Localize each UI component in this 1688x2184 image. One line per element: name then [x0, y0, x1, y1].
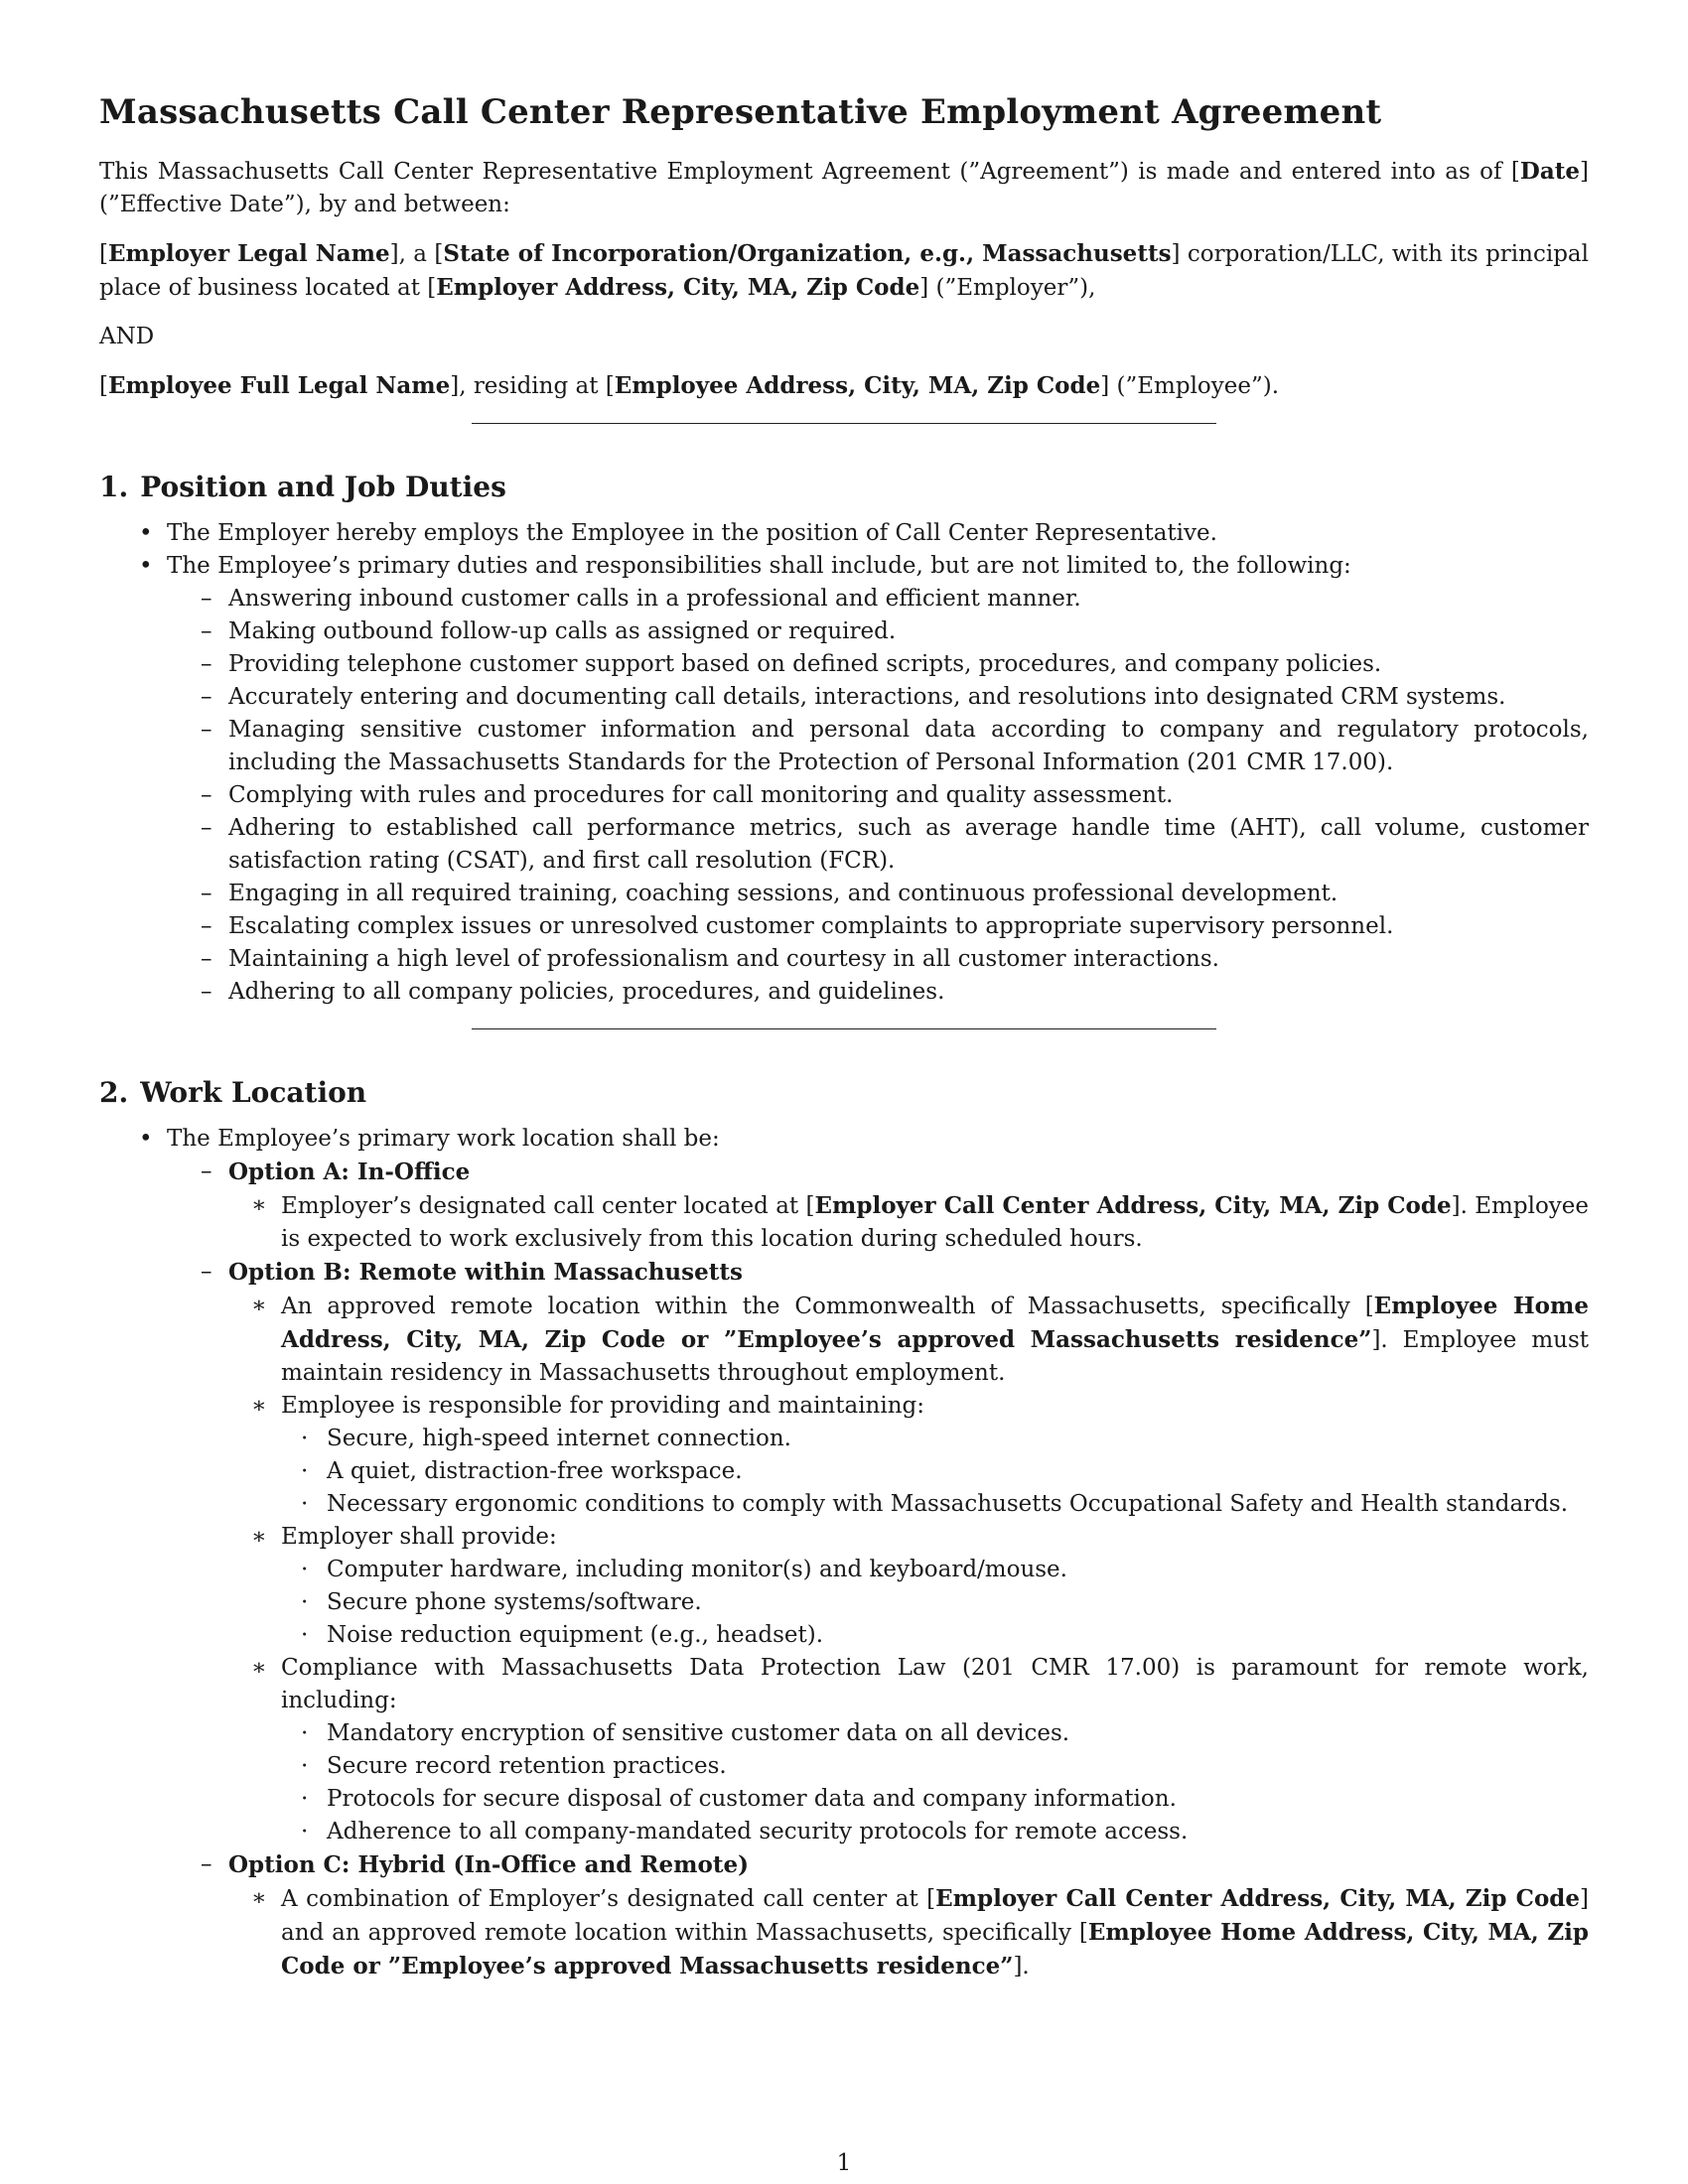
sub-item: · Secure, high-speed internet connection. — [99, 1423, 1589, 1455]
duty-item: – Accurately entering and documenting call details, interactions, and resolutions into designated CRM systems. — [99, 681, 1589, 714]
option-b — [99, 1256, 1589, 1848]
bracket: [ — [99, 373, 108, 399]
option-a — [99, 1156, 1589, 1256]
options-list — [167, 1156, 1589, 1983]
work-location-list — [99, 1123, 1589, 1983]
intro-text: This Massachusetts Call Center Representative Employment Agreement (”Agreement”) is made and entered into as of [ — [99, 159, 1520, 185]
sub-item: · Mandatory encryption of sensitive customer data on all devices. — [99, 1717, 1589, 1750]
duty-item: – Escalating complex issues or unresolved customer complaints to appropriate supervisory personnel. — [99, 910, 1589, 943]
intro-text: ] corporation/LLC, with its principal place of business located at [ — [99, 241, 1589, 301]
option-a-details — [228, 1189, 1589, 1256]
call-center-address-placeholder: Employer Call Center Address, City, MA, Zip Code — [814, 1192, 1452, 1219]
state-placeholder: State of Incorporation/Organization, e.g., Massachusetts — [443, 240, 1172, 267]
section-heading-work-location — [99, 1075, 1589, 1111]
section-title: Position and Job Duties — [140, 471, 506, 503]
duty-item: – Adhering to established call performance metrics, such as average handle time (AHT), call volume, customer satisfaction rating (CSAT), and first call resolution (FCR). — [99, 812, 1589, 878]
detail-text: Employer’s designated call center located at [ — [281, 1193, 815, 1219]
call-center-address-placeholder: Employer Call Center Address, City, MA, Zip Code — [935, 1885, 1581, 1912]
list-item-text: The Employee’s primary duties and responsibilities shall include, but are not limited to, the following: — [167, 553, 1351, 579]
position-list — [99, 517, 1589, 1009]
employee-responsibilities — [281, 1423, 1589, 1521]
detail-text: ]. Employee must maintain residency in Massachusetts throughout employment. — [281, 1327, 1590, 1386]
duty-item: – Providing telephone customer support based on defined scripts, procedures, and company policies. — [99, 648, 1589, 681]
detail-text: ] and an approved remote location within Massachusetts, specifically [ — [281, 1886, 1589, 1946]
option-label: Option B: Remote within Massachusetts — [228, 1259, 743, 1286]
section-number: 1. — [99, 471, 129, 503]
option-c — [99, 1848, 1589, 1983]
document-page — [99, 77, 1589, 1983]
list-item — [99, 550, 1589, 1009]
and-line: AND — [99, 324, 155, 349]
intro-text: ] (”Effective Date”), by and between: — [99, 159, 1589, 217]
duty-item: – Answering inbound customer calls in a professional and efficient manner. — [99, 583, 1589, 615]
duty-item: – Managing sensitive customer information and personal data according to company and regulatory protocols, including the Massachusetts Standards for the Protection of Personal Information (201 CMR 17.00). — [99, 714, 1589, 779]
duty-item: – Engaging in all required training, coaching sessions, and continuous professional development. — [99, 878, 1589, 910]
sub-item: · A quiet, distraction-free workspace. — [99, 1455, 1589, 1488]
section-number: 2. — [99, 1076, 129, 1109]
document-title: Massachusetts Call Center Representative Employment Agreement — [99, 92, 1382, 132]
employer-address-placeholder: Employer Address, City, MA, Zip Code — [436, 274, 920, 301]
list-item: • The Employer hereby employs the Employee in the position of Call Center Representative. — [99, 517, 1589, 550]
page-number: 1 — [836, 2150, 852, 2176]
intro-paragraph — [99, 155, 1589, 221]
list-item — [99, 1123, 1589, 1983]
detail-text: Employee is responsible for providing and maintaining: — [281, 1393, 924, 1419]
option-b-details — [228, 1290, 1589, 1848]
horizontal-rule — [472, 1028, 1216, 1029]
bracket: [ — [99, 241, 108, 267]
detail-text: ]. Employee is expected to work exclusively from this location during scheduled hours. — [281, 1193, 1590, 1252]
section-heading-position — [99, 470, 1589, 505]
detail-item — [99, 1189, 1589, 1256]
detail-text: Compliance with Massachusetts Data Protection Law (201 CMR 17.00) is paramount for remote work, including: — [281, 1655, 1589, 1713]
sub-item: · Adherence to all company-mandated security protocols for remote access. — [99, 1816, 1589, 1848]
duty-item: – Making outbound follow-up calls as assigned or required. — [99, 615, 1589, 648]
detail-item — [99, 1390, 1589, 1521]
sub-item: · Protocols for secure disposal of customer data and company information. — [99, 1783, 1589, 1816]
intro-text: ], a [ — [389, 241, 444, 267]
duty-item: – Complying with rules and procedures for call monitoring and quality assessment. — [99, 779, 1589, 812]
home-address-placeholder: Employee Home Address, City, MA, Zip Code or ”Employee’s approved Massachusetts residence” — [281, 1919, 1589, 1979]
detail-item — [99, 1521, 1589, 1652]
duty-item: – Maintaining a high level of professionalism and courtesy in all customer interactions. — [99, 943, 1589, 976]
employer-paragraph — [99, 237, 1589, 305]
horizontal-rule — [472, 423, 1216, 424]
duties-list — [167, 583, 1589, 1009]
detail-item — [99, 1290, 1589, 1390]
employee-paragraph — [99, 369, 1589, 403]
detail-text: Employer shall provide: — [281, 1524, 557, 1550]
home-address-placeholder: Employee Home Address, City, MA, Zip Code or ”Employee’s approved Massachusetts residence” — [281, 1293, 1589, 1353]
employer-provisions — [281, 1554, 1589, 1652]
list-item-text: The Employee’s primary work location shall be: — [167, 1126, 720, 1152]
duty-item: – Adhering to all company policies, procedures, and guidelines. — [99, 976, 1589, 1009]
sub-item: · Noise reduction equipment (e.g., headset). — [99, 1619, 1589, 1652]
option-c-details — [228, 1882, 1589, 1983]
employer-name-placeholder: Employer Legal Name — [107, 240, 390, 267]
detail-item — [99, 1652, 1589, 1848]
employee-address-placeholder: Employee Address, City, MA, Zip Code — [614, 372, 1101, 399]
detail-text: ]. — [1013, 1954, 1030, 1979]
option-label: Option A: In-Office — [228, 1159, 471, 1185]
intro-text: ] (”Employee”). — [1100, 373, 1280, 399]
intro-text: ] (”Employer”), — [919, 275, 1096, 301]
employee-name-placeholder: Employee Full Legal Name — [107, 372, 451, 399]
detail-text: A combination of Employer’s designated call center at [ — [281, 1886, 936, 1912]
option-label: Option C: Hybrid (In-Office and Remote) — [228, 1851, 749, 1878]
sub-item: · Computer hardware, including monitor(s) and keyboard/mouse. — [99, 1554, 1589, 1586]
detail-text: An approved remote location within the Commonwealth of Massachusetts, specifically [ — [281, 1294, 1374, 1319]
effective-date-placeholder: Date — [1519, 158, 1581, 185]
sub-item: · Secure record retention practices. — [99, 1750, 1589, 1783]
sub-item: · Necessary ergonomic conditions to comply with Massachusetts Occupational Safety and Health standards. — [99, 1488, 1589, 1521]
detail-item — [99, 1882, 1589, 1983]
sub-item: · Secure phone systems/software. — [99, 1586, 1589, 1619]
data-protection-items — [281, 1717, 1589, 1848]
section-title: Work Location — [140, 1076, 367, 1109]
intro-text: ], residing at [ — [450, 373, 615, 399]
